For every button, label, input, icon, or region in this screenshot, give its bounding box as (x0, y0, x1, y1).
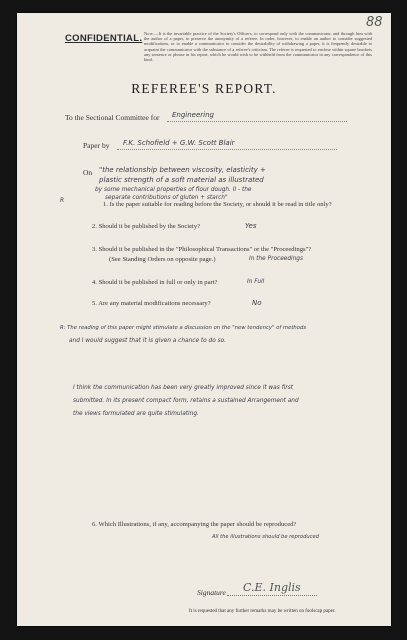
on-value-line-1: "the relationship between viscosity, elasticity + (99, 166, 266, 174)
signature-line (227, 595, 317, 596)
answer-5: No (252, 299, 262, 307)
question-2: 2. Should it be published by the Society? (92, 223, 201, 230)
question-3: 3. Should it be published in the "Philosophical Transactions" or the "Proceedings"? (92, 246, 312, 253)
answer-4: In Full (247, 279, 265, 285)
referee-report-sheet (17, 13, 391, 626)
committee-label: To the Sectional Committee for (65, 113, 160, 122)
on-value-line-3: by some mechanical properties of flour dough. II - the (95, 187, 252, 193)
paper-by-label: Paper by (83, 141, 110, 150)
confidentiality-note (144, 31, 372, 62)
committee-line (167, 121, 347, 122)
remark-1-line-1: R: The reading of this paper might stimulate a discussion on the "new tendency" of methods (60, 325, 307, 331)
question-3-standing-orders: (See Standing Orders on opposite page.) (109, 256, 216, 263)
question-1: 1. Is the paper suitable for reading before the Society, or should it be read in title only? (103, 201, 332, 208)
report-title: REFEREE'S REPORT. (131, 81, 277, 96)
remark-2-line-3: the views formulated are quite stimulating. (73, 411, 199, 417)
on-value-line-4: separate contributions of gluten + starch" (105, 195, 228, 201)
note-label: Note. (144, 31, 155, 36)
answer-6: All the illustrations should be reproduced (212, 534, 319, 540)
q1-margin-mark: R (60, 198, 65, 204)
answer-3: In the Proceedings (249, 256, 303, 262)
on-label: On (83, 168, 93, 177)
signature-label: Signature (197, 588, 226, 597)
remark-2-line-2: submitted. In its present compact form, retains a sustained Arrangement and (73, 398, 299, 404)
paper-by-line (117, 149, 337, 150)
question-6: 6. Which Illustrations, if any, accompanying the paper should be reproduced? (92, 521, 297, 528)
answer-2: Yes (245, 222, 257, 230)
folio-number: 88 (366, 15, 383, 30)
signature: C.E. Inglis (243, 581, 301, 594)
footer-note: It is requested that any further remarks may be written on foolscap paper. (189, 609, 336, 614)
note-text: —It is the invariable practice of the Society's Officers, to correspond only with the communicator, and through him with the author of a paper, to preserve the anonymity of a referee. In order, however, to enable an author to consider suggested modifications, or to enable a communicator to consider the desirability of withdrawing a paper, it is frequently desirable to acquaint the communicator with the substance of a referee's criticism. The referee is requested to enclose within square brackets any sentence or phrase in his report, which he would wish to be withheld from the communicator in any correspondence of this kind. (144, 31, 372, 63)
confidential-heading: CONFIDENTIAL. (65, 33, 143, 44)
paper-by-value: F.K. Schofield + G.W. Scott Blair (123, 139, 235, 147)
committee-value: Engineering (172, 111, 214, 119)
question-5: 5. Are any material modifications necessary? (92, 300, 211, 307)
question-4: 4. Should it be published in full or only in part? (92, 279, 218, 286)
on-value-line-2: plastic strength of a soft material as illustrated (99, 176, 264, 184)
remark-2-line-1: I think the communication has been very greatly improved since it was first (73, 385, 294, 391)
remark-1-line-2: and I would suggest that it is given a chance to do so. (69, 338, 226, 344)
